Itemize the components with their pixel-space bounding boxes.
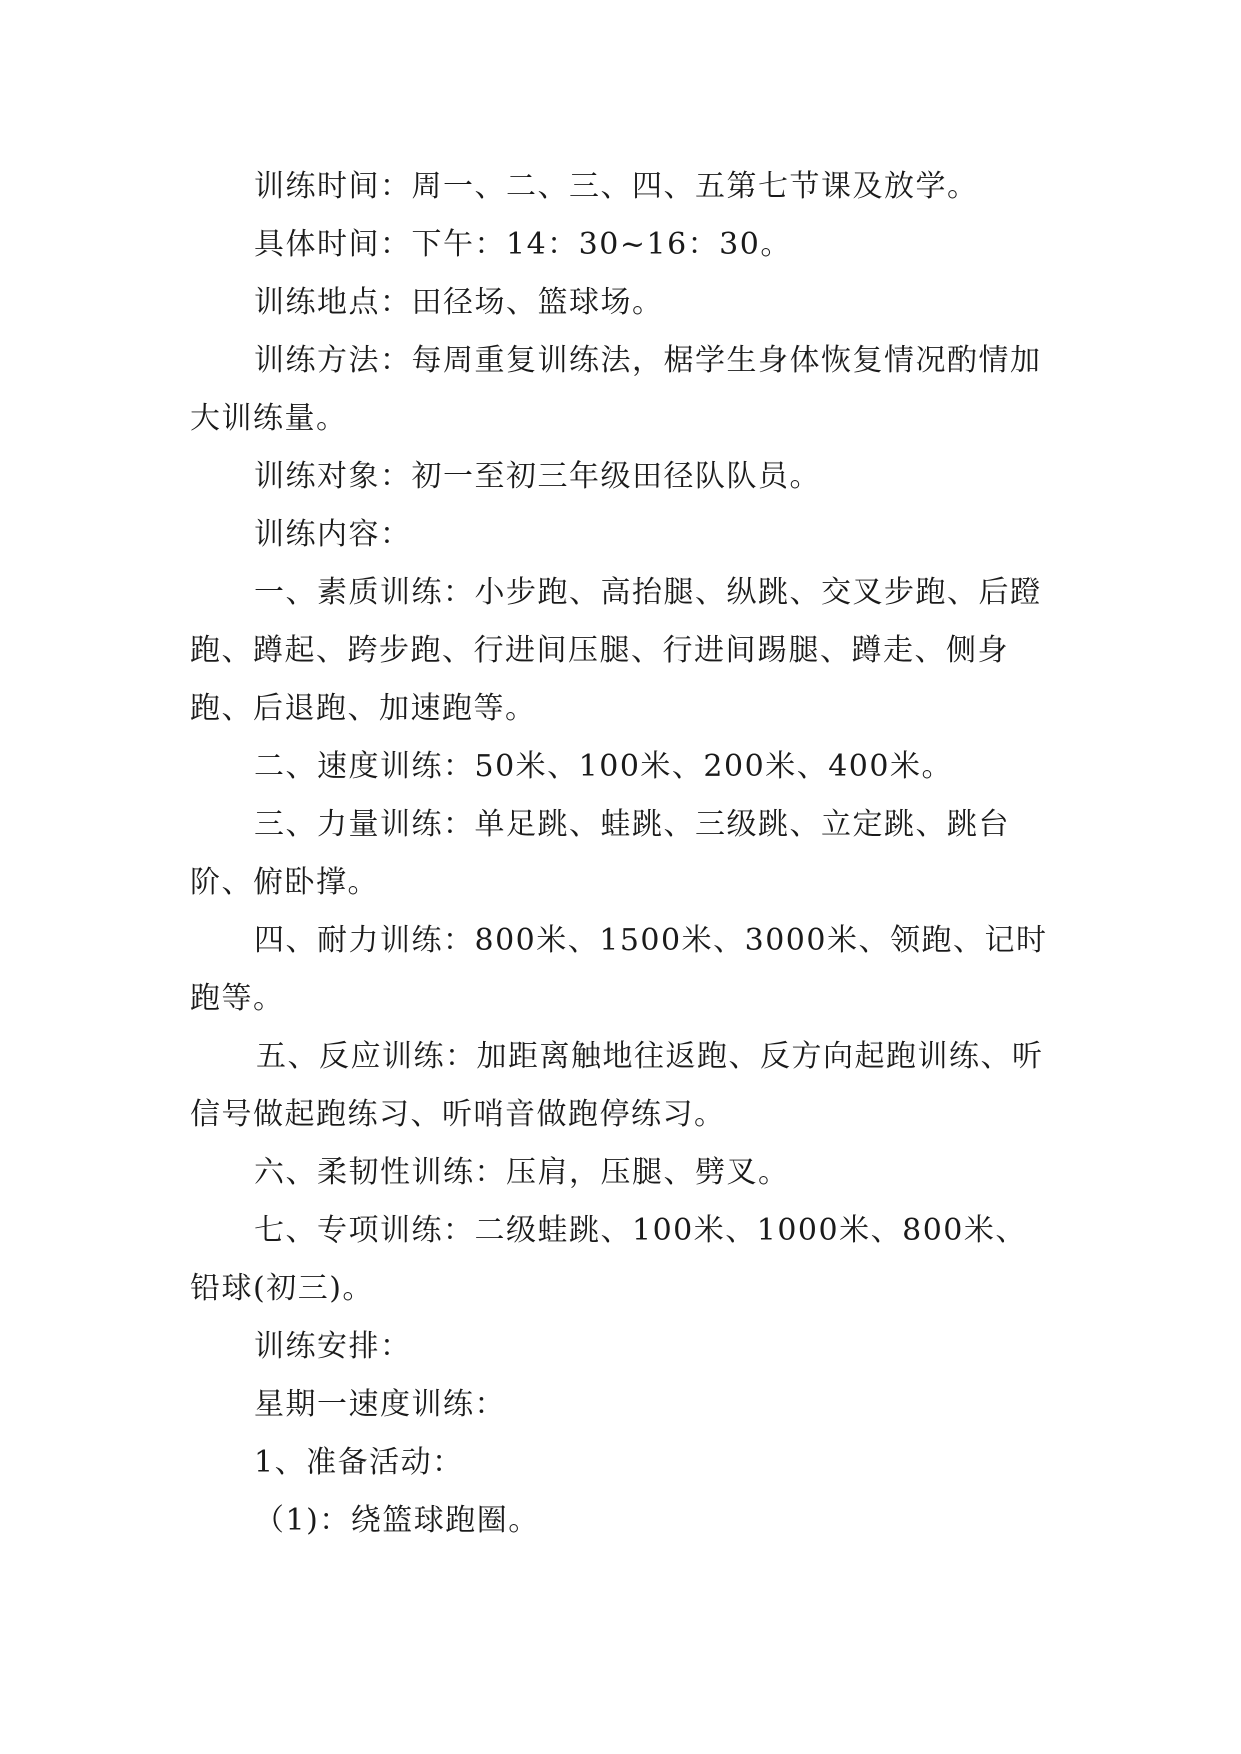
document-body [190, 158, 1050, 1550]
paragraph-reaction-training: 五、反应训练：加距离触地往返跑、反方向起跑训练、听信号做起跑练习、听哨音做跑停练习。 [190, 1039, 1044, 1132]
paragraph-endurance-training: 四、耐力训练：800米、1500米、3000米、领跑、记时跑等。 [190, 923, 1048, 1016]
paragraph-speed-training: 二、速度训练：50米、100米、200米、400米。 [254, 749, 953, 784]
paragraph-monday-speed-training: 星期一速度训练： [254, 1387, 506, 1422]
paragraph-strength-training: 三、力量训练：单足跳、蛙跳、三级跳、立定跳、跳台阶、俯卧撑。 [190, 807, 1010, 900]
paragraph-warmup-activity: 1、准备活动： [254, 1445, 464, 1480]
paragraph-training-method: 训练方法：每周重复训练法，椐学生身体恢复情况酌情加大训练量。 [190, 343, 1042, 436]
paragraph-specific-time: 具体时间：下午：14：30~16：30。 [254, 227, 792, 262]
paragraph-flexibility-training: 六、柔韧性训练：压肩，压腿、劈叉。 [254, 1155, 790, 1190]
paragraph-warmup-item-1: （1)：绕篮球跑圈。 [254, 1503, 540, 1538]
paragraph-quality-training: 一、素质训练：小步跑、高抬腿、纵跳、交叉步跑、后蹬跑、蹲起、跨步跑、行进间压腿、行进间踢腿、蹲走、侧身跑、后退跑、加速跑等。 [190, 575, 1042, 726]
paragraph-specialty-training: 七、专项训练：二级蛙跳、100米、1000米、800米、铅球(初三)。 [190, 1213, 1027, 1306]
paragraph-training-content-heading: 训练内容： [254, 517, 412, 552]
paragraph-training-location: 训练地点：田径场、篮球场。 [254, 285, 664, 320]
paragraph-training-schedule-heading: 训练安排： [254, 1329, 412, 1364]
paragraph-training-target: 训练对象：初一至初三年级田径队队员。 [254, 459, 821, 494]
paragraph-training-time: 训练时间：周一、二、三、四、五第七节课及放学。 [254, 169, 979, 204]
